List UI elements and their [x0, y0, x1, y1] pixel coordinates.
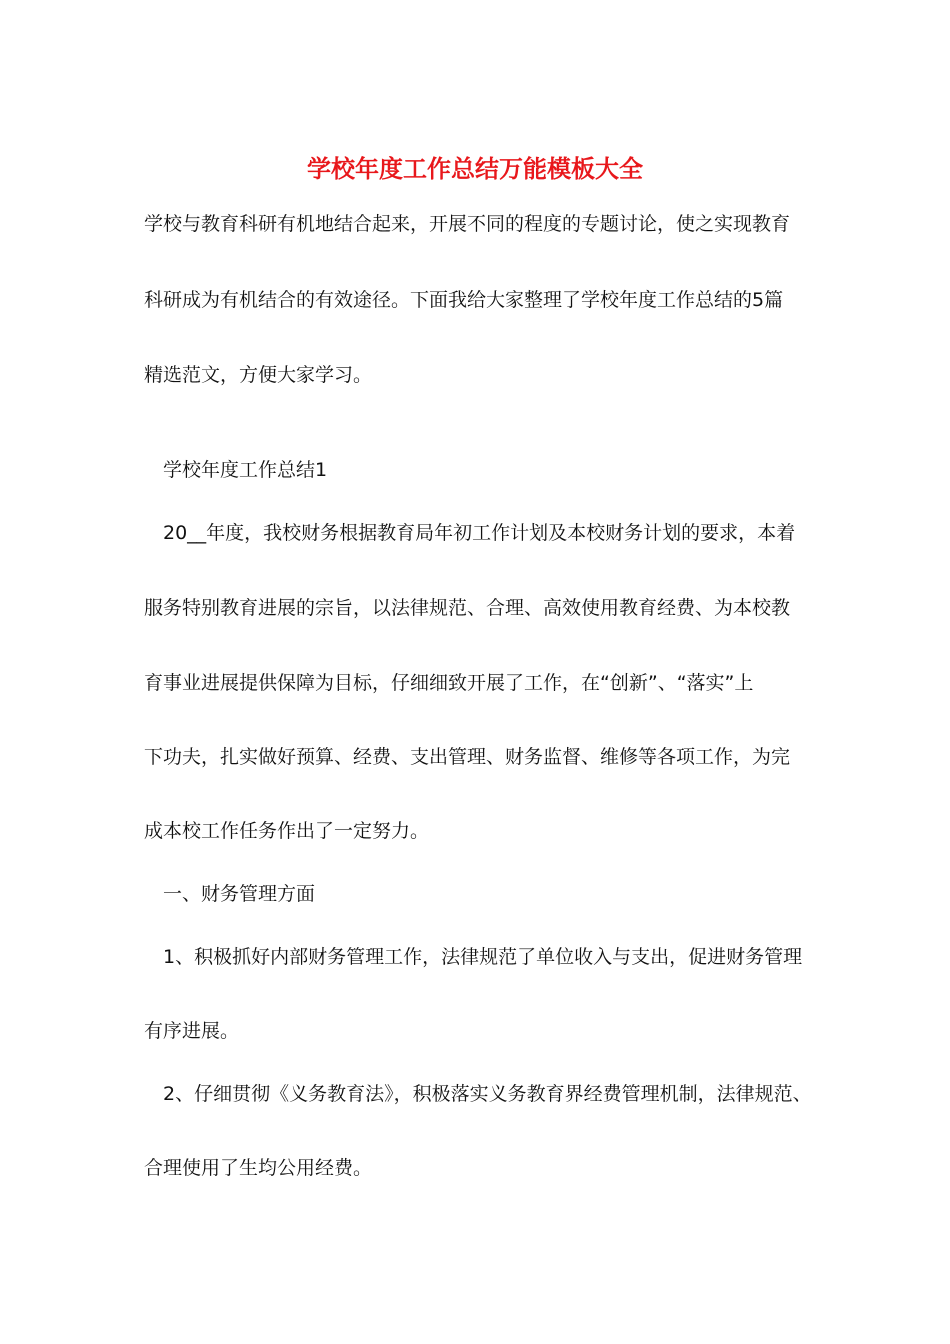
- section-heading: 学校年度工作总结1: [163, 459, 328, 481]
- para1-line-1: 20__年度，我校财务根据教育局年初工作计划及本校财务计划的要求，本着: [163, 522, 796, 544]
- para1-line-3: 育事业进展提供保障为目标，仔细细致开展了工作，在“创新”、“落实”上: [144, 672, 754, 694]
- item1-line-1: 1、积极抓好内部财务管理工作，法律规范了单位收入与支出，促进财务管理: [163, 946, 803, 968]
- item2-line-1: 2、仔细贯彻《义务教育法》，积极落实义务教育界经费管理机制，法律规范、: [163, 1083, 812, 1105]
- subheading-finance: 一、财务管理方面: [163, 883, 316, 905]
- item1-line-2: 有序进展。: [144, 1020, 240, 1042]
- intro-line-2: 科研成为有机结合的有效途径。下面我给大家整理了学校年度工作总结的5篇: [144, 289, 784, 311]
- document-title: 学校年度工作总结万能模板大全: [307, 154, 643, 183]
- para1-line-4: 下功夫，扎实做好预算、经费、支出管理、财务监督、维修等各项工作，为完: [144, 746, 791, 768]
- para1-line-5: 成本校工作任务作出了一定努力。: [144, 820, 430, 842]
- para1-line-2: 服务特别教育进展的宗旨，以法律规范、合理、高效使用教育经费、为本校教: [144, 597, 791, 619]
- intro-line-3: 精选范文，方便大家学习。: [144, 364, 373, 386]
- item2-line-2: 合理使用了生均公用经费。: [144, 1157, 373, 1179]
- intro-line-1: 学校与教育科研有机地结合起来，开展不同的程度的专题讨论，使之实现教育: [144, 213, 791, 235]
